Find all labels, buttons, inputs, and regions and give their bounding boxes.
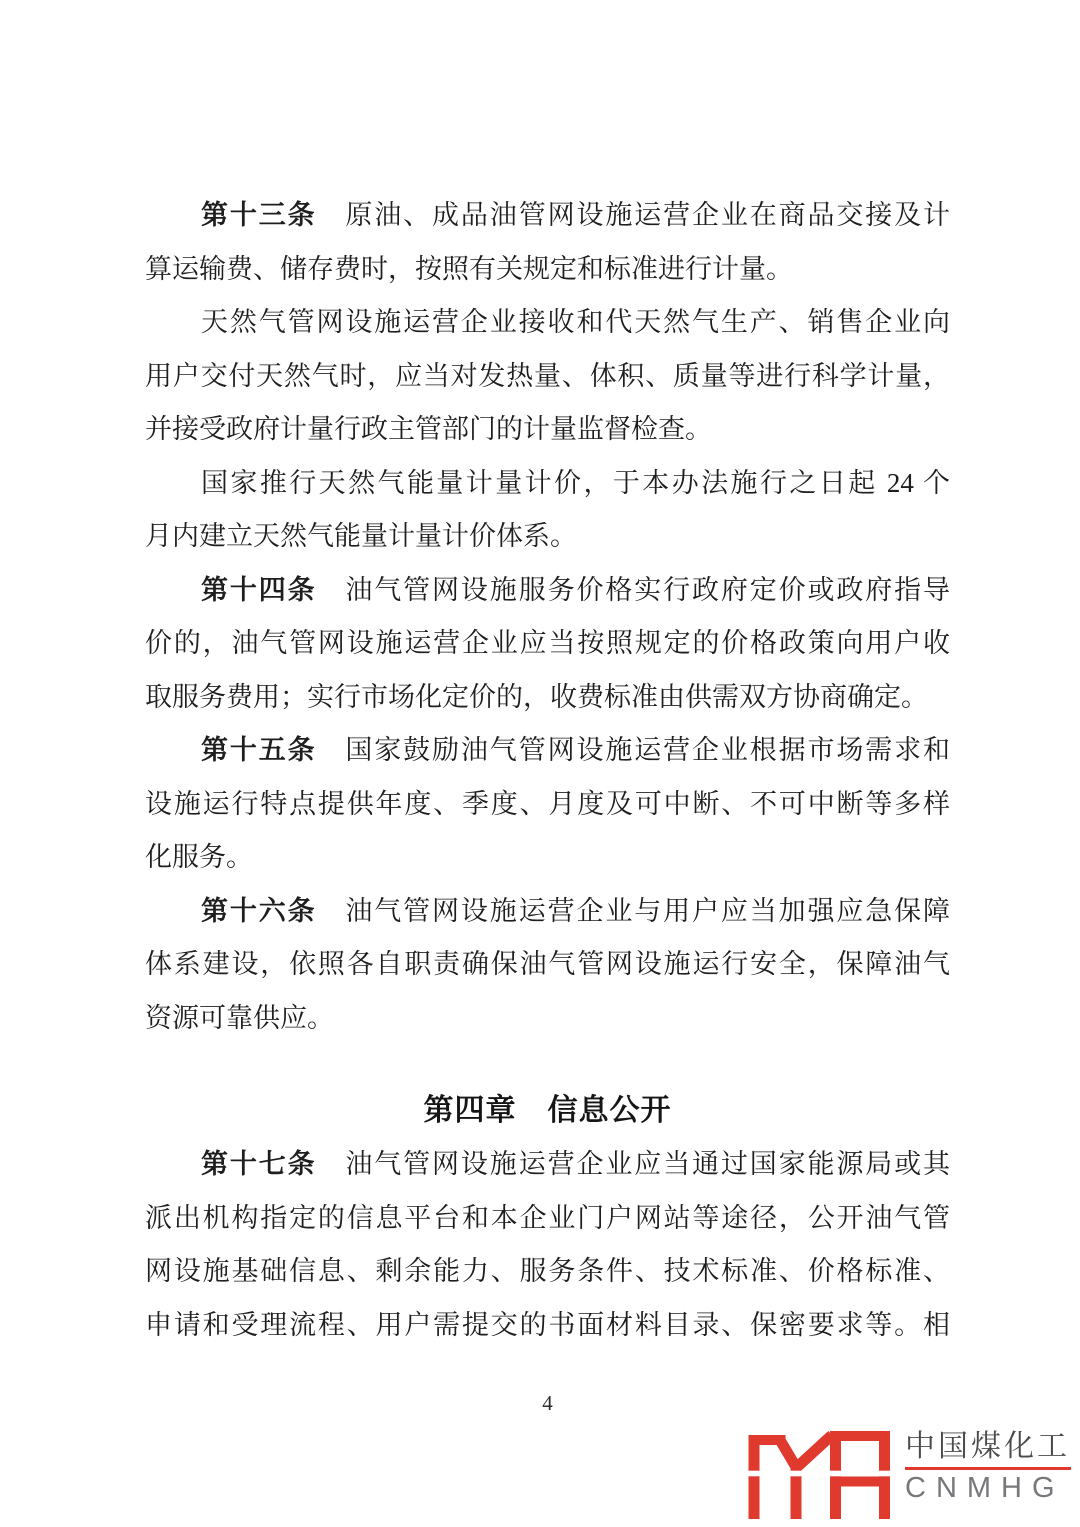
line-text: 设施运行特点提供年度、季度、月度及可中断、不可中断等多样 xyxy=(145,788,950,819)
line-text: 并接受政府计量行政主管部门的计量监督检查。 xyxy=(145,414,712,444)
body-line xyxy=(145,457,950,511)
line-text: 油气管网设施服务价格实行政府定价或政府指导 xyxy=(316,574,950,605)
line-text: 化服务。 xyxy=(145,842,253,872)
body-line xyxy=(145,617,950,671)
logo-text-block xyxy=(905,1430,1080,1504)
body-line xyxy=(145,671,950,725)
body-line xyxy=(145,1245,950,1299)
body-line xyxy=(145,724,950,778)
document-page-body xyxy=(145,0,950,1418)
line-text: 国家鼓励油气管网设施运营企业根据市场需求和 xyxy=(316,735,950,765)
line-text: 申请和受理流程、用户需提交的书面材料目录、保密要求等。相 xyxy=(145,1309,950,1340)
line-text: 派出机构指定的信息平台和本企业门户网站等途径，公开油气管 xyxy=(145,1202,950,1233)
line-text: 天然气管网设施运营企业接收和代天然气生产、销售企业向 xyxy=(201,307,950,337)
body-line xyxy=(145,243,950,297)
line-text: 价的，油气管网设施运营企业应当按照规定的价格政策向用户收 xyxy=(145,628,950,658)
logo-divider xyxy=(905,1467,1071,1470)
logo-company-name-cn: 中国煤化工 xyxy=(905,1430,1070,1463)
body-line xyxy=(145,1299,950,1353)
body-line xyxy=(145,992,950,1046)
body-line xyxy=(145,778,950,832)
line-text: 资源可靠供应。 xyxy=(145,1002,334,1033)
myh-monogram-icon xyxy=(745,1424,895,1524)
line-text: 国家推行天然气能量计量计价，于本办法施行之日起 24 个 xyxy=(201,467,950,498)
body-line xyxy=(145,510,950,564)
body-line xyxy=(145,1138,950,1192)
article-number: 第十四条 xyxy=(201,574,317,605)
article-number: 第十六条 xyxy=(201,895,317,926)
body-line xyxy=(145,831,950,885)
line-text: 油气管网设施运营企业与用户应当加强应急保障 xyxy=(316,895,950,926)
chapter-heading: 第四章 信息公开 xyxy=(423,1094,672,1127)
line-text: 体系建设，依照各自职责确保油气管网设施运行安全，保障油气 xyxy=(145,949,950,979)
body-line xyxy=(145,1192,950,1246)
logo-company-name-en: CNMHG xyxy=(905,1472,1065,1504)
body-line xyxy=(145,564,950,618)
line-text: 月内建立天然气能量计量计价体系。 xyxy=(145,521,577,551)
line-text: 网设施基础信息、剩余能力、服务条件、技术标准、价格标准、 xyxy=(145,1256,950,1286)
company-logo xyxy=(745,1424,1080,1527)
page-number: 4 xyxy=(542,1391,553,1415)
article-number: 第十三条 xyxy=(201,200,317,230)
line-text: 取服务费用；实行市场化定价的，收费标准由供需双方协商确定。 xyxy=(145,681,928,712)
body-line xyxy=(145,296,950,350)
body-line xyxy=(145,885,950,939)
line-text: 用户交付天然气时，应当对发热量、体积、质量等进行科学计量， xyxy=(145,360,950,391)
article-number: 第十七条 xyxy=(201,1149,317,1179)
line-text: 油气管网设施运营企业应当通过国家能源局或其 xyxy=(316,1149,950,1179)
article-number: 第十五条 xyxy=(201,735,317,765)
line-text: 原油、成品油管网设施运营企业在商品交接及计 xyxy=(316,200,950,230)
body-line xyxy=(145,350,950,404)
body-line xyxy=(145,189,950,243)
body-line xyxy=(145,938,950,992)
line-text: 算运输费、储存费时，按照有关规定和标准进行计量。 xyxy=(145,253,793,284)
body-line xyxy=(145,403,950,457)
